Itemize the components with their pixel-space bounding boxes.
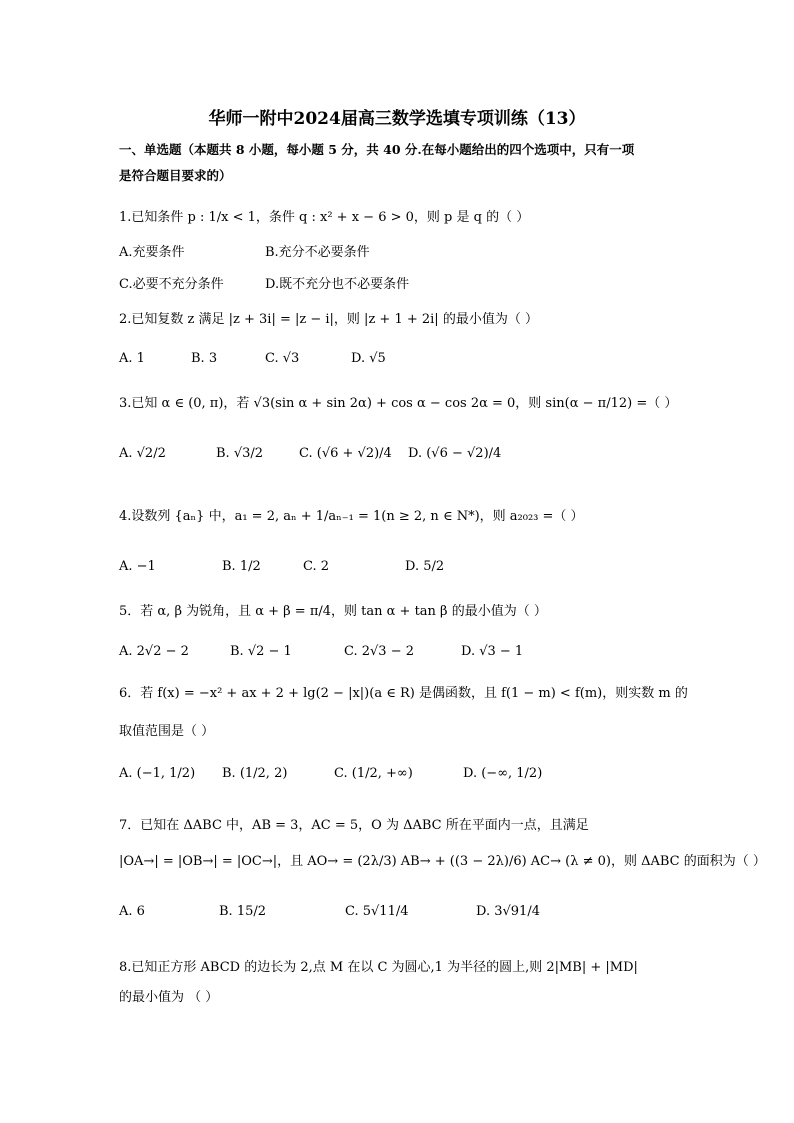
- question-4-option-c: C. 2: [303, 559, 330, 574]
- question-5-option-d: D. √3 − 1: [461, 644, 524, 659]
- question-3-option-a: A. √2/2: [119, 446, 166, 461]
- question-4-stem: 4.设数列 {aₙ} 中，a₁ = 2, aₙ + 1/aₙ₋₁ = 1(n ≥ 2, n ∈ N*)，则 a₂₀₂₃ =（ ）: [119, 509, 584, 524]
- question-3-option-c: C. (√6 + √2)/4: [299, 446, 392, 461]
- page-title: 华师一附中2024届高三数学选填专项训练（13）: [208, 109, 586, 129]
- question-3-stem: 3.已知 α ∈ (0, π)，若 √3(sin α + sin 2α) + cos α − cos 2α = 0，则 sin(α − π/12) =（ ）: [119, 396, 678, 411]
- question-6-stem-line1: 6．若 f(x) = −x² + ax + 2 + lg(2 − |x|)(a ∈ R) 是偶函数，且 f(1 − m) < f(m)，则实数 m 的: [119, 686, 688, 701]
- question-8-stem-line2: 的最小值为 （ ）: [119, 990, 219, 1005]
- question-5-option-c: C. 2√3 − 2: [344, 644, 415, 659]
- question-2-option-a: A. 1: [119, 351, 145, 366]
- question-7-option-c: C. 5√11/4: [345, 904, 409, 919]
- question-2-stem: 2.已知复数 z 满足 |z + 3i| = |z − i|，则 |z + 1 + 2i| 的最小值为（ ）: [119, 312, 538, 327]
- question-3-option-b: B. √3/2: [216, 446, 264, 461]
- question-1-option-c: C.必要不充分条件: [119, 277, 224, 292]
- question-1-option-a: A.充要条件: [119, 245, 185, 260]
- question-1-stem: 1.已知条件 p : 1/x < 1，条件 q : x² + x − 6 > 0，则 p 是 q 的（ ）: [119, 210, 530, 225]
- question-7-option-d: D. 3√91/4: [476, 904, 540, 919]
- question-2-option-c: C. √3: [265, 351, 300, 366]
- question-5-option-b: B. √2 − 1: [230, 644, 292, 659]
- question-5-option-a: A. 2√2 − 2: [119, 644, 189, 659]
- question-3-option-d: D. (√6 − √2)/4: [408, 446, 502, 461]
- question-6-stem-line2: 取值范围是（ ）: [119, 724, 215, 739]
- question-4-option-d: D. 5/2: [405, 559, 445, 574]
- section-header-line1: 一、单选题（本题共 8 小题，每小题 5 分，共 40 分.在每小题给出的四个选项中，只有一项: [119, 142, 635, 157]
- question-7-stem-line1: 7．已知在 ΔABC 中，AB = 3，AC = 5，O 为 ΔABC 所在平面内一点，且满足: [119, 818, 589, 833]
- question-1-option-d: D.既不充分也不必要条件: [265, 277, 410, 292]
- question-1-option-b: B.充分不必要条件: [265, 245, 370, 260]
- question-2-option-d: D. √5: [351, 351, 386, 366]
- question-7-option-a: A. 6: [119, 904, 145, 919]
- question-8-stem-line1: 8.已知正方形 ABCD 的边长为 2,点 M 在以 C 为圆心,1 为半径的圆上,则 2|MB| + |MD|: [119, 960, 638, 975]
- question-6-option-b: B. (1/2, 2): [222, 766, 288, 781]
- question-6-option-d: D. (−∞, 1/2): [463, 766, 543, 781]
- question-4-option-b: B. 1/2: [222, 559, 261, 574]
- question-4-option-a: A. −1: [119, 559, 156, 574]
- question-7-option-b: B. 15/2: [219, 904, 267, 919]
- question-7-stem-line2: |OA→| = |OB→| = |OC→|，且 AO→ = (2λ/3) AB→ + ((3 − 2λ)/6) AC→ (λ ≠ 0)，则 ΔABC 的面积为（ ）: [119, 854, 766, 869]
- question-2-option-b: B. 3: [191, 351, 218, 366]
- question-6-option-c: C. (1/2, +∞): [334, 766, 413, 781]
- question-6-option-a: A. (−1, 1/2): [119, 766, 196, 781]
- question-5-stem: 5．若 α, β 为锐角，且 α + β = π/4，则 tan α + tan β 的最小值为（ ）: [119, 604, 547, 619]
- section-header-line2: 是符合题目要求的）: [119, 168, 232, 183]
